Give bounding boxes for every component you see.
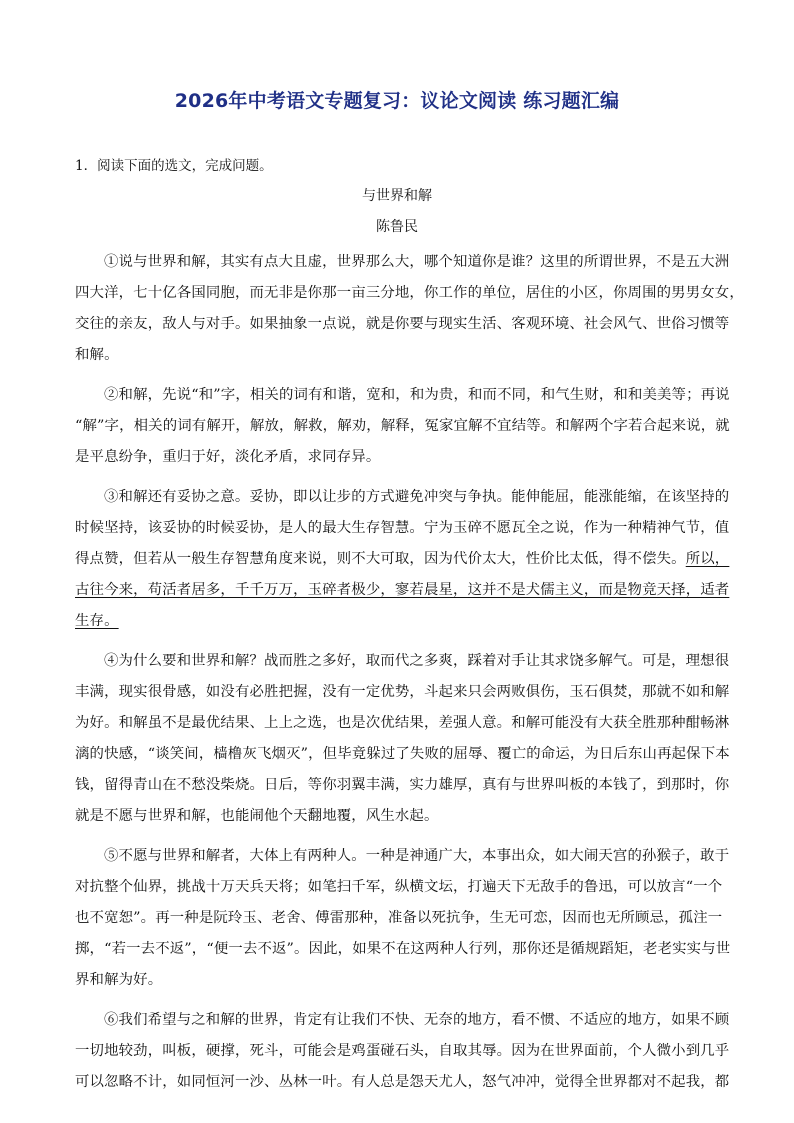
paragraph-line: 交往的亲友，敌人与对手。如果抽象一点说，就是你要与现实生活、客观环境、社会风气、世俗习惯等 xyxy=(75,316,730,332)
paragraph-line: ①说与世界和解，其实有点大且虚，世界那么大，哪个知道你是谁？这里的所谓世界，不是五大洲 xyxy=(104,254,730,270)
article-title: 与世界和解 xyxy=(362,188,432,204)
paragraph-line: 掷，“若一去不返”，“便一去不返”。因此，如果不在这两种人行列，那你还是循规蹈矩，老老实实与世 xyxy=(75,941,731,957)
paragraph-line: 界和解为好。 xyxy=(75,972,163,988)
paragraph-4 xyxy=(75,646,730,832)
underlined-sentence: 生存。 xyxy=(75,613,119,629)
article-author: 陈鲁民 xyxy=(376,219,418,235)
paragraph-line: ②和解，先说“和”字，相关的词有和谐，宽和，和为贵，和而不同，和气生财，和和美美等；再说 xyxy=(104,387,730,403)
question-prompt: 1．阅读下面的选文，完成问题。 xyxy=(75,158,273,174)
underlined-sentence: 所以， xyxy=(685,551,730,567)
paragraph-line: 和解。 xyxy=(75,347,119,363)
paragraph-line: “解”字，相关的词有解开，解放，解救，解劝，解释，冤家宜解不宜结等。和解两个字若合起来说，就 xyxy=(75,418,730,434)
paragraph-line: 钱，留得青山在不愁没柴烧。日后，等你羽翼丰满，实力雄厚，真有与世界叫板的本钱了，到那时，你 xyxy=(75,777,730,793)
paragraph-6 xyxy=(75,1005,730,1098)
paragraph-2 xyxy=(75,380,730,473)
paragraph-line: 漓的快感，“谈笑间，樯橹灰飞烟灭”，但毕竟躲过了失败的屈辱、覆亡的命运，为日后东山再起保下本 xyxy=(75,746,730,762)
paragraph-line: 也不宽恕”。再一种是阮玲玉、老舍、傅雷那种，准备以死抗争，生无可恋，因而也无所顾忌，孤注一 xyxy=(75,910,723,926)
document-title: 2026年中考语文专题复习：议论文阅读 练习题汇编 xyxy=(174,90,620,112)
paragraph-line: ⑤不愿与世界和解者，大体上有两种人。一种是神通广大，本事出众，如大闹天宫的孙猴子，敢于 xyxy=(104,848,730,864)
paragraph-line: 时候坚持，该妥协的时候妥协，是人的最大生存智慧。宁为玉碎不愿瓦全之说，作为一种精神气节，值 xyxy=(75,520,730,536)
paragraph-line: ⑥我们希望与之和解的世界，肯定有让我们不快、无奈的地方，看不惯、不适应的地方，如果不顾 xyxy=(104,1012,730,1028)
paragraph-line: 一切地较劲，叫板，硬撑，死斗，可能会是鸡蛋碰石头，自取其辱。因为在世界面前，个人微小到几乎 xyxy=(75,1043,730,1059)
paragraph-line: ③和解还有妥协之意。妥协，即以让步的方式避免冲突与争执。能伸能屈，能涨能缩，在该坚持的 xyxy=(104,489,730,505)
paragraph-1 xyxy=(75,247,744,371)
paragraph-line: 对抗整个仙界，挑战十万天兵天将；如笔扫千军，纵横文坛，打遍天下无敌手的鲁迅，可以放言“一个 xyxy=(75,879,723,895)
paragraph-line: 丰满，现实很骨感，如没有必胜把握，没有一定优势，斗起来只会两败俱伤，玉石俱焚，那就不如和解 xyxy=(75,684,730,700)
underlined-sentence: 古往今来，苟活者居多，千千万万，玉碎者极少，寥若晨星，这并不是犬儒主义，而是物竞天择，适者 xyxy=(75,582,730,598)
paragraph-line: ④为什么要和世界和解？战而胜之多好，取而代之多爽，踩着对手让其求饶多解气。可是，理想很 xyxy=(104,653,730,669)
paragraph-line: 为好。和解虽不是最优结果、上上之选，也是次优结果，差强人意。和解可能没有大获全胜那种酣畅淋 xyxy=(75,715,730,731)
paragraph-line-text: 得点赞，但若从一般生存智慧角度来说，则不大可取，因为代价太大，性价比太低，得不偿失。 xyxy=(75,551,686,567)
paragraph-line: 可以忽略不计，如同恒河一沙、丛林一叶。有人总是怨天尤人，怒气冲冲，觉得全世界都对不起我，都 xyxy=(75,1074,730,1090)
article-body xyxy=(75,247,744,1107)
paragraph-line xyxy=(75,544,730,575)
paragraph-line: 就是不愿与世界和解，也能闹他个天翻地覆，风生水起。 xyxy=(75,808,439,824)
paragraph-3 xyxy=(75,482,730,637)
paragraph-5 xyxy=(75,841,731,996)
paragraph-line: 四大洋，七十亿各国同胞，而无非是你那一亩三分地，你工作的单位，居住的小区，你周围的男男女女， xyxy=(75,285,744,301)
paragraph-line: 是平息纷争，重归于好，淡化矛盾，求同存异。 xyxy=(75,449,381,465)
